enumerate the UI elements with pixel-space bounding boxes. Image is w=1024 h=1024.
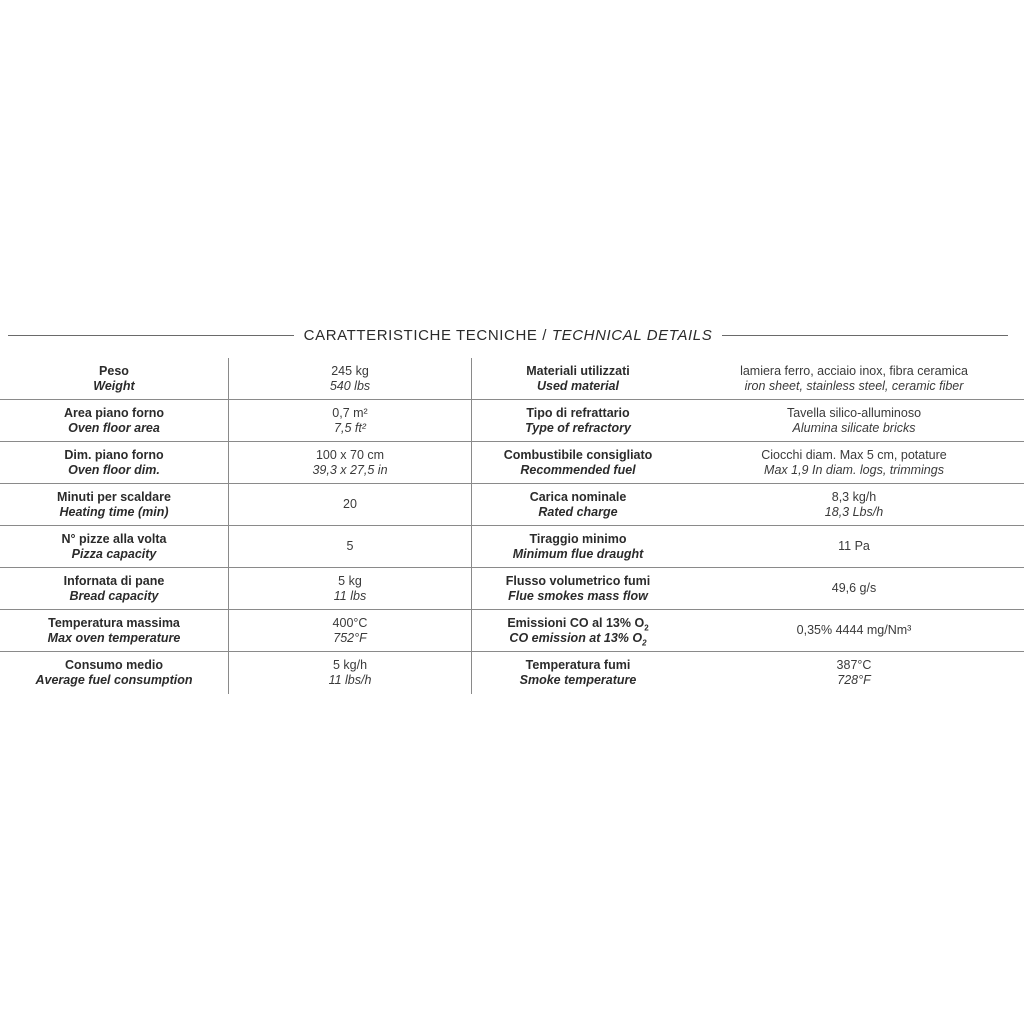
spec-label-cell [471, 484, 684, 525]
section-title-english: TECHNICAL DETAILS [551, 326, 713, 344]
spec-value-imperial: 540 lbs [329, 378, 371, 393]
spec-value-cell [228, 400, 471, 441]
table-row [0, 358, 1024, 400]
spec-label-cell [0, 526, 228, 567]
spec-value-imperial: 39,3 x 27,5 in [312, 462, 388, 477]
spec-label-cell [0, 442, 228, 483]
co-emission-label-english-text: CO emission at 13% O [509, 630, 643, 645]
spec-label-cell [0, 610, 228, 651]
spec-value-cell [228, 610, 471, 651]
co-emission-label-italian-text: Emissioni CO al 13% O [507, 615, 645, 630]
spec-label-english: Minimum flue draught [512, 546, 644, 561]
spec-label-italian: Tipo di refrattario [526, 405, 630, 420]
spec-value-cell [684, 526, 1024, 567]
spec-value-metric: 5 [346, 539, 354, 553]
spec-label-cell [0, 400, 228, 441]
spec-value-cell [684, 484, 1024, 525]
table-row [0, 652, 1024, 694]
spec-value-cell [228, 526, 471, 567]
spec-label-italian: Dim. piano forno [64, 447, 164, 462]
spec-value-metric: Ciocchi diam. Max 5 cm, potature [761, 447, 947, 462]
spec-value-imperial: 728°F [837, 673, 871, 687]
spec-value-cell [684, 610, 1024, 651]
spec-label-english: Smoke temperature [519, 673, 637, 687]
spec-label-english: Heating time (min) [59, 504, 169, 519]
spec-label-english: Recommended fuel [520, 462, 636, 477]
header-rule-left [8, 335, 294, 336]
spec-label-italian [507, 616, 648, 631]
spec-value-metric: 387°C [836, 658, 872, 672]
spec-label-italian: Tiraggio minimo [529, 531, 627, 546]
subscript-oxygen: 2 [644, 623, 649, 632]
spec-label-italian: Temperatura massima [48, 615, 180, 630]
spec-value-imperial: Max 1,9 In diam. logs, trimmings [764, 462, 944, 477]
spec-value-imperial: Alumina silicate bricks [792, 420, 916, 435]
table-row [0, 610, 1024, 652]
header-rule-right [722, 335, 1008, 336]
spec-value-cell [228, 568, 471, 609]
spec-label-cell [471, 400, 684, 441]
spec-label-english: Average fuel consumption [35, 673, 193, 687]
table-row [0, 568, 1024, 610]
spec-value-imperial: 18,3 Lbs/h [824, 504, 884, 519]
spec-label-italian: Carica nominale [529, 489, 627, 504]
spec-label-italian: Infornata di pane [63, 573, 165, 588]
spec-value-cell [684, 400, 1024, 441]
spec-label-cell [471, 568, 684, 609]
section-title-italian: CARATTERISTICHE TECNICHE / [303, 326, 548, 344]
spec-value-cell [684, 442, 1024, 483]
spec-label-english: Oven floor dim. [68, 462, 160, 477]
spec-label-italian: Peso [99, 363, 129, 378]
section-title [294, 327, 723, 344]
spec-value-metric: lamiera ferro, acciaio inox, fibra ceramica [740, 363, 968, 378]
spec-label-italian: Temperatura fumi [525, 658, 631, 672]
spec-value-cell [684, 568, 1024, 609]
spec-label-italian: Materiali utilizzati [526, 363, 630, 378]
spec-value-metric: 0,35% 4444 mg/Nm³ [796, 623, 912, 637]
spec-value-imperial: 11 lbs [333, 588, 367, 603]
spec-value-cell [684, 358, 1024, 399]
table-row [0, 526, 1024, 568]
spec-label-english: Flue smokes mass flow [508, 588, 648, 603]
spec-label-cell [0, 358, 228, 399]
spec-label-cell [471, 526, 684, 567]
spec-value-cell [228, 652, 471, 694]
section-header [0, 320, 1024, 350]
spec-label-english: Max oven temperature [47, 630, 181, 645]
spec-value-imperial: 11 lbs/h [328, 673, 372, 687]
spec-label-english [509, 631, 646, 646]
spec-value-imperial: 752°F [333, 630, 367, 645]
spec-label-cell [471, 652, 684, 694]
spec-label-english: Bread capacity [69, 588, 159, 603]
spec-value-metric: 400°C [332, 615, 368, 630]
spec-value-metric: 8,3 kg/h [831, 489, 877, 504]
spec-label-cell [471, 442, 684, 483]
spec-label-cell [471, 358, 684, 399]
spec-value-cell [228, 484, 471, 525]
spec-value-cell [228, 442, 471, 483]
spec-value-imperial: iron sheet, stainless steel, ceramic fiber [744, 378, 964, 393]
spec-label-cell [471, 610, 684, 651]
spec-label-italian: Area piano forno [63, 405, 164, 420]
spec-value-metric: 245 kg [331, 363, 369, 378]
spec-label-italian: Minuti per scaldare [57, 489, 171, 504]
spec-table [0, 358, 1024, 694]
table-row [0, 442, 1024, 484]
spec-label-english: Rated charge [538, 504, 618, 519]
spec-value-metric: 100 x 70 cm [315, 447, 385, 462]
spec-label-italian: Consumo medio [65, 658, 163, 672]
spec-value-metric: 5 kg/h [332, 658, 368, 672]
technical-details-sheet [0, 320, 1024, 687]
spec-value-cell [228, 358, 471, 399]
spec-label-english: Weight [93, 378, 135, 393]
spec-label-italian: Flusso volumetrico fumi [505, 573, 651, 588]
spec-value-metric: 11 Pa [838, 539, 870, 553]
spec-value-imperial: 7,5 ft² [334, 420, 366, 435]
spec-label-english: Used material [537, 378, 619, 393]
table-row [0, 400, 1024, 442]
spec-label-english: Type of refractory [525, 420, 631, 435]
spec-label-cell [0, 652, 228, 694]
subscript-oxygen: 2 [642, 638, 647, 647]
spec-value-cell [684, 652, 1024, 694]
spec-label-english: Oven floor area [68, 420, 160, 435]
spec-label-italian: Combustibile consigliato [503, 447, 653, 462]
table-row [0, 484, 1024, 526]
spec-label-cell [0, 568, 228, 609]
spec-label-italian: N° pizze alla volta [61, 531, 167, 546]
spec-value-metric: 49,6 g/s [831, 581, 877, 595]
spec-label-cell [0, 484, 228, 525]
spec-value-metric: 20 [343, 497, 357, 511]
spec-value-metric: 5 kg [338, 573, 362, 588]
spec-value-metric: Tavella silico-alluminoso [786, 405, 922, 420]
spec-value-metric: 0,7 m² [332, 405, 368, 420]
spec-label-english: Pizza capacity [71, 546, 157, 561]
